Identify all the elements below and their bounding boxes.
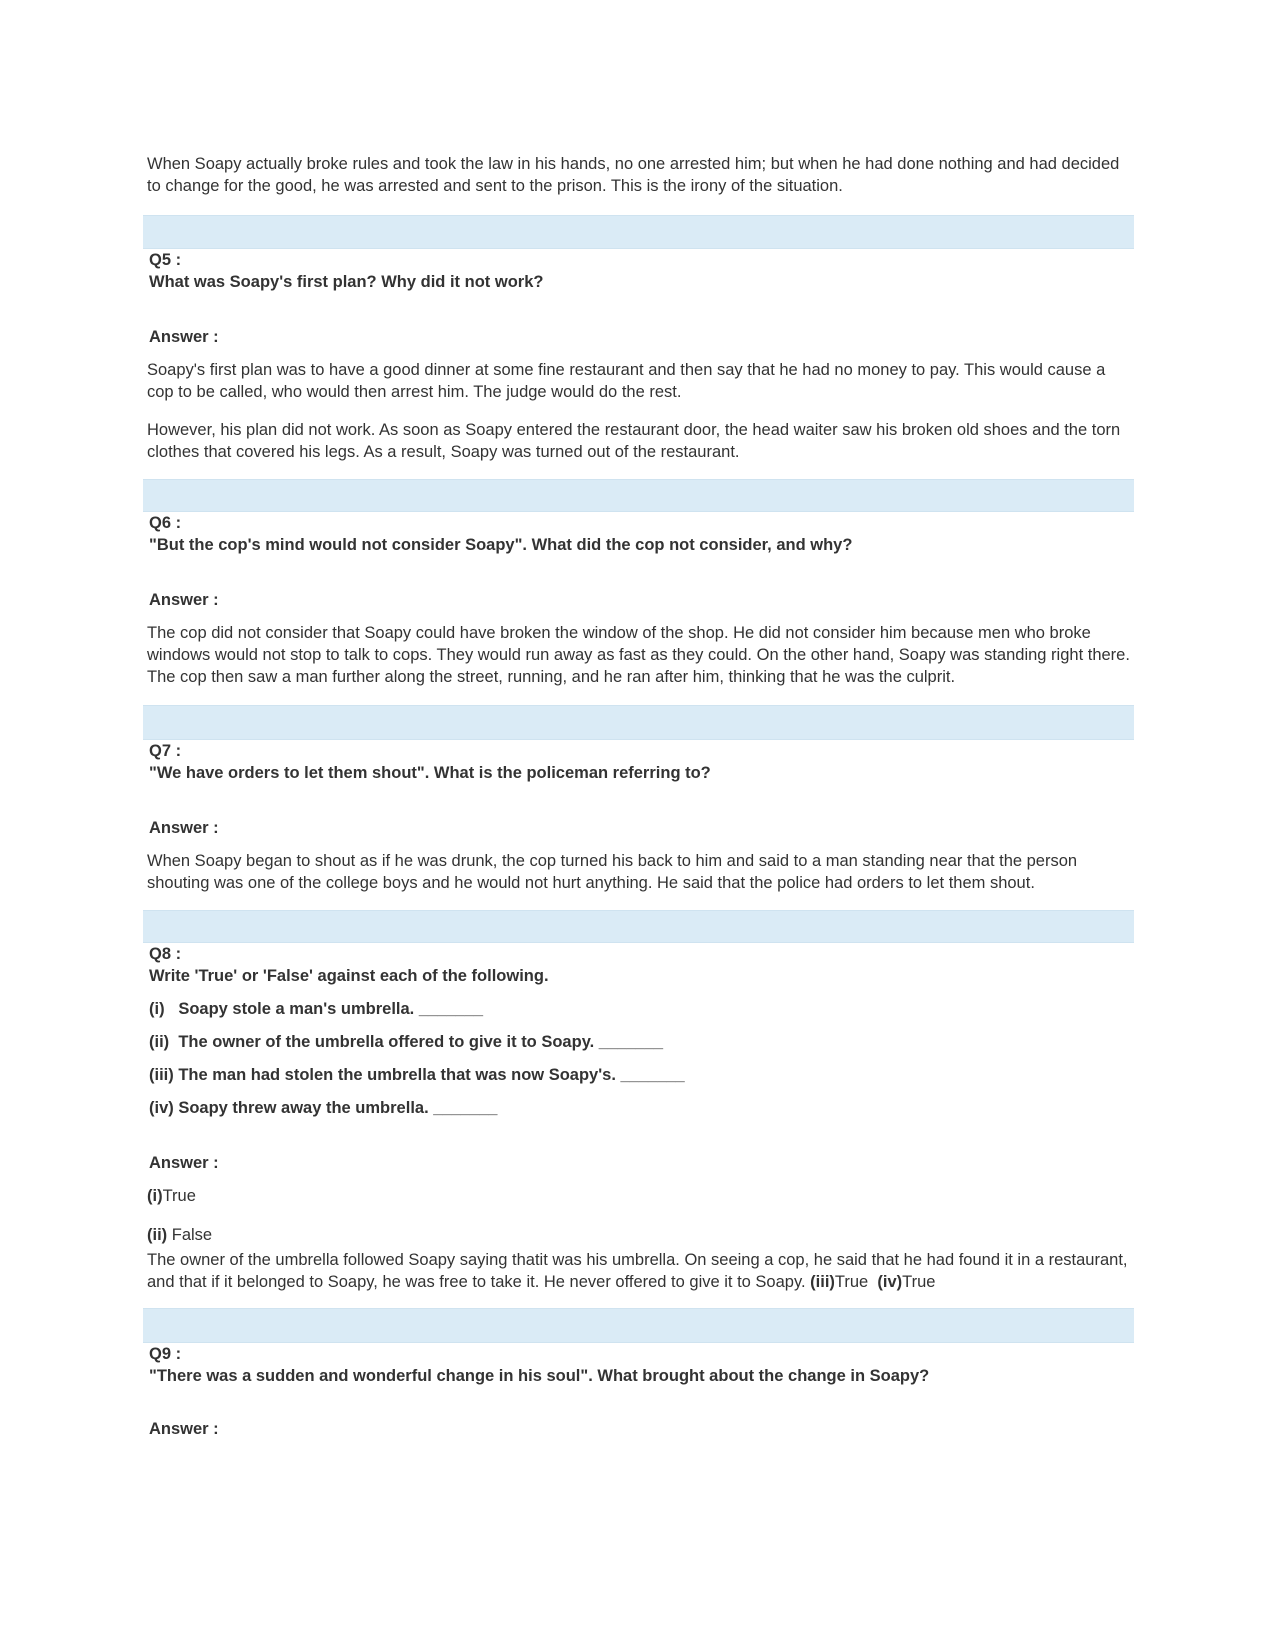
q5-answer-label: Answer : xyxy=(149,328,219,346)
q5-answer-paragraph-1: Soapy's first plan was to have a good dinner at some fine restaurant and then say that he had no money to pay. This would cause a cop to be called, who would then arrest him. The judge would do the rest. xyxy=(147,361,1106,401)
q8-option-ii: (ii) The owner of the umbrella offered to give it to Soapy. _______ xyxy=(149,1033,664,1051)
q8-question: Write 'True' or 'False' against each of the following. xyxy=(149,967,549,985)
q7-answer-label: Answer : xyxy=(149,819,219,837)
q8-answer-i-value: True xyxy=(162,1187,196,1205)
question-separator-band xyxy=(143,479,1134,512)
q7-question: "We have orders to let them shout". What is the policeman referring to? xyxy=(149,764,711,782)
q8-answer-i-label: (i) xyxy=(147,1187,163,1205)
q8-option-iv: (iv) Soapy threw away the umbrella. _______ xyxy=(149,1099,498,1117)
q8-answer-iii-label: (iii) xyxy=(810,1273,835,1291)
intro-paragraph: When Soapy actually broke rules and took the law in his hands, no one arrested him; but when he had done nothing and had decided to change for the good, he was arrested and sent to the prison. This is the irony of the situation. xyxy=(147,155,1120,195)
q9-label: Q9 : xyxy=(149,1345,182,1363)
q8-answer-explanation xyxy=(147,1249,1132,1293)
q6-answer-label: Answer : xyxy=(149,591,219,609)
q7-answer-paragraph-1: When Soapy began to shout as if he was drunk, the cop turned his back to him and said to a man standing near that the person shouting was one of the college boys and he would not hurt anything. He said that the police had orders to let them shout. xyxy=(147,852,1078,892)
question-separator-band xyxy=(143,910,1134,943)
q8-answer-iii-value: True xyxy=(834,1273,878,1291)
q8-answer-ii-label: (ii) xyxy=(147,1226,168,1244)
q8-explanation-text: The owner of the umbrella followed Soapy saying thatit was his umbrella. On seeing a cop, he said that he had found it in a restaurant, and that if it belonged to Soapy, he was free to take it. He never offered to give it to Soapy. xyxy=(147,1251,1128,1291)
q6-question: "But the cop's mind would not consider Soapy". What did the cop not consider, and why? xyxy=(149,536,853,554)
q8-option-iii: (iii) The man had stolen the umbrella that was now Soapy's. _______ xyxy=(149,1066,685,1084)
q8-answer-iv-label: (iv) xyxy=(877,1273,903,1291)
question-separator-band xyxy=(143,705,1134,740)
question-separator-band xyxy=(143,215,1134,249)
q8-answer-iv-value: True xyxy=(902,1273,936,1291)
q8-answer-ii xyxy=(147,1224,1132,1246)
q6-label: Q6 : xyxy=(149,514,182,532)
q7-label: Q7 : xyxy=(149,742,182,760)
q9-question: "There was a sudden and wonderful change in his soul". What brought about the change in Soapy? xyxy=(149,1367,930,1385)
q5-question: What was Soapy's first plan? Why did it not work? xyxy=(149,273,544,291)
q8-option-i: (i) Soapy stole a man's umbrella. _______ xyxy=(149,1000,484,1018)
q8-answer-label: Answer : xyxy=(149,1154,219,1172)
q5-answer-paragraph-2: However, his plan did not work. As soon as Soapy entered the restaurant door, the head waiter saw his broken old shoes and the torn clothes that covered his legs. As a result, Soapy was turned out of the restaurant. xyxy=(147,421,1121,461)
q8-answer-ii-value: False xyxy=(167,1226,213,1244)
q8-answer-i xyxy=(147,1185,1132,1207)
q9-answer-label: Answer : xyxy=(149,1420,219,1438)
q5-label: Q5 : xyxy=(149,251,182,269)
q8-label: Q8 : xyxy=(149,945,182,963)
question-separator-band xyxy=(143,1308,1134,1343)
q6-answer-paragraph-1: The cop did not consider that Soapy could have broken the window of the shop. He did not consider him because men who broke windows would not stop to talk to cops. They would run away as fast as they could. On the other hand, Soapy was standing right there. The cop then saw a man further along the street, running, and he ran after him, thinking that he was the culprit. xyxy=(147,624,1130,686)
